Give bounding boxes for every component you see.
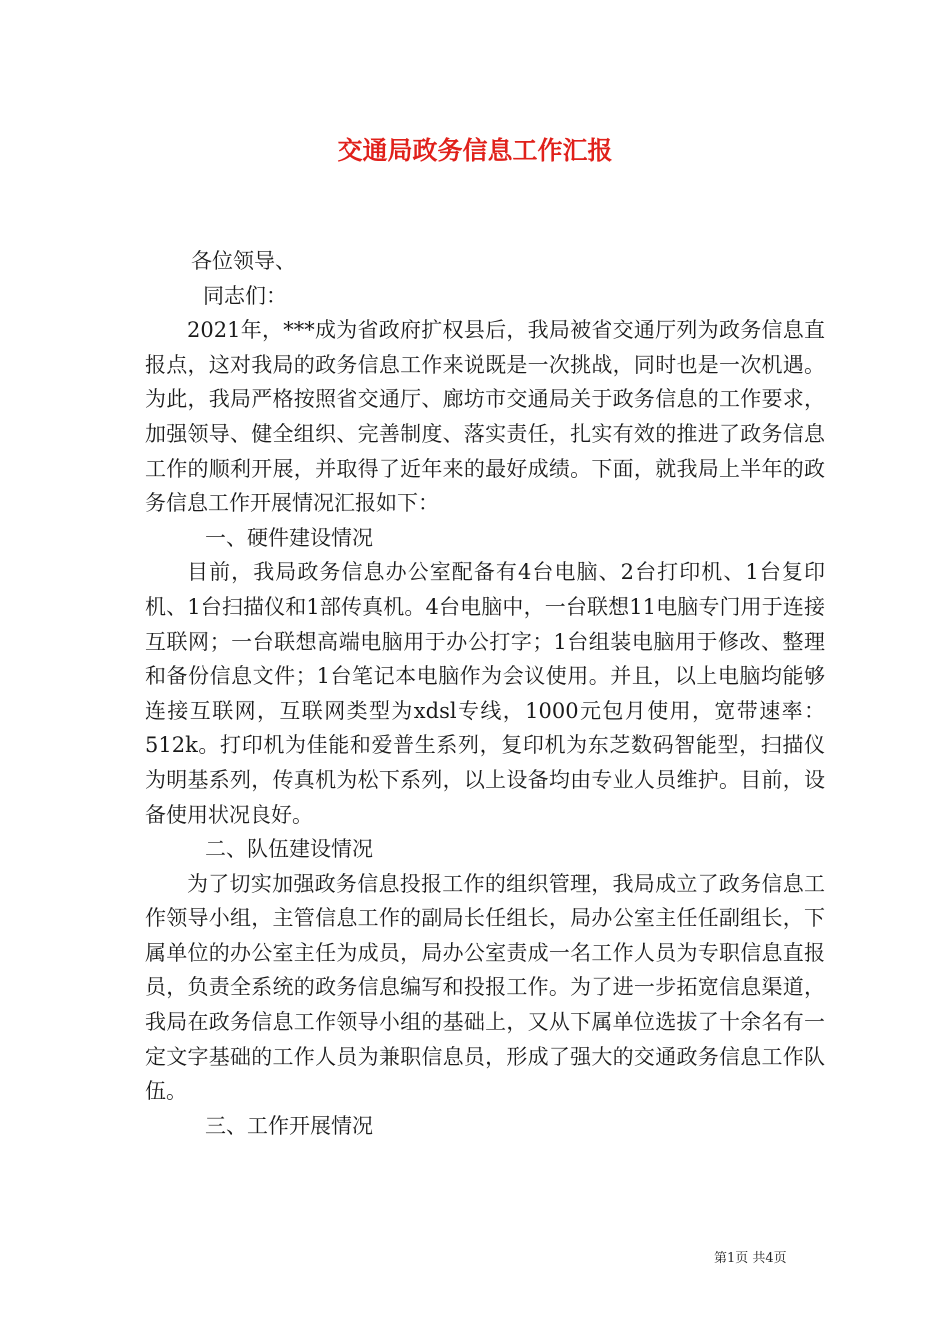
greeting-line-2: 同志们： <box>203 283 287 308</box>
section-heading-work: 三、工作开展情况 <box>205 1113 373 1138</box>
paragraph-hardware: 目前，我局政务信息办公室配备有4台电脑、2台打印机、1台复印机、1台扫描仪和1部传真机。4台电脑中，一台联想11电脑专门用于连接互联网；一台联想高端电脑用于办公打字；1台组装电脑用于修改、整理和备份信息文件；1台笔记本电脑作为会议使用。并且，以上电脑均能够连接互联网，互联网类型为xdsl专线，1000元包月使用，宽带速率：512k。打印机为佳能和爱普生系列，复印机为东芝数码智能型，扫描仪为明基系列，传真机为松下系列，以上设备均由专业人员维护。目前，设备使用状况良好。 <box>145 560 825 827</box>
paragraph-team: 为了切实加强政务信息投报工作的组织管理，我局成立了政务信息工作领导小组，主管信息工作的副局长任组长，局办公室主任任副组长，下属单位的办公室主任为成员，局办公室责成一名工作人员为专职信息直报员，负责全系统的政务信息编写和投报工作。为了进一步拓宽信息渠道，我局在政务信息工作领导小组的基础上，又从下属单位选拔了十余名有一定文字基础的工作人员为兼职信息员，形成了强大的交通政务信息工作队伍。 <box>145 871 825 1104</box>
section-heading-team: 二、队伍建设情况 <box>205 837 373 862</box>
paragraph-intro: 2021年，***成为省政府扩权县后，我局被省交通厅列为政务信息直报点，这对我局的政务信息工作来说既是一次挑战，同时也是一次机遇。为此，我局严格按照省交通厅、廊坊市交通局关于政务信息的工作要求，加强领导、健全组织、完善制度、落实责任，扎实有效的推进了政务信息工作的顺利开展，并取得了近年来的最好成绩。下面，就我局上半年的政务信息工作开展情况汇报如下： <box>145 318 825 516</box>
page-title: 交通局政务信息工作汇报 <box>337 136 613 165</box>
document-body <box>145 244 825 1143</box>
section-heading-hardware: 一、硬件建设情况 <box>205 525 373 550</box>
greeting-line-1: 各位领导、 <box>191 249 296 273</box>
page-number-footer: 第1页 共4页 <box>714 1251 787 1266</box>
